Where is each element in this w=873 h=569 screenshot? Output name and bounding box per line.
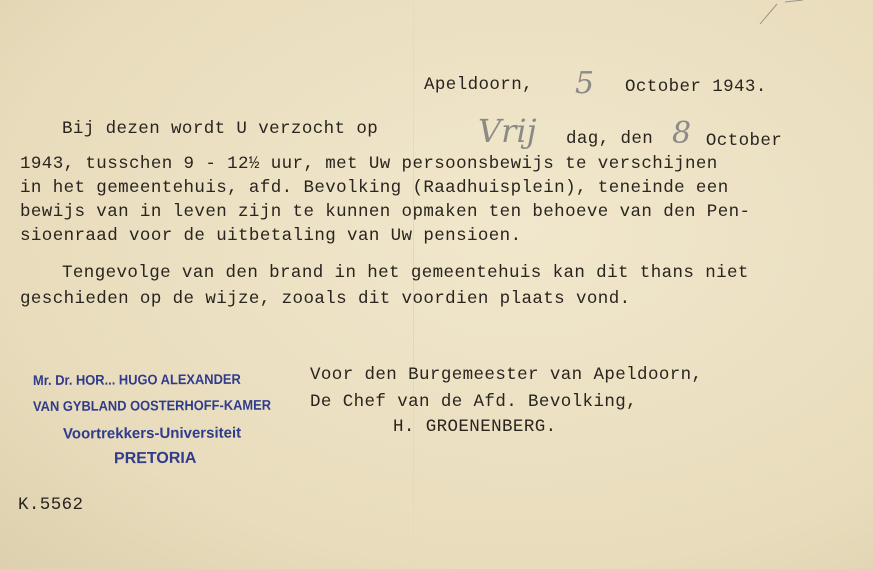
body-line-2: 1943, tusschen 9 - 12½ uur, met Uw persoonsbewijs te verschijnen [20,154,718,174]
date-month-year: October 1943. [625,77,767,97]
date-place: Apeldoorn, [424,75,534,95]
paragraph-2-line-1: Tengevolge van den brand in het gemeentehuis kan dit thans niet [62,263,749,283]
body-line-4: bewijs van in leven zijn te kunnen opmaken ten behoeve van den Pen- [20,202,751,222]
day-number-handwritten: 8 [672,116,692,151]
reference-number: K.5562 [18,495,84,515]
body-line-1-post: October [695,131,783,151]
body-line-1-pre: Bij dezen wordt U verzocht op [62,119,390,139]
body-line-3: in het gemeentehuis, afd. Bevolking (Raadhuisplein), teneinde een [20,178,729,198]
body-line-1-mid: dag, den [566,129,665,149]
paragraph-2-line-2: geschieden op de wijze, zooals dit voordien plaats vond. [20,289,631,309]
pencil-mark [755,0,815,30]
signature-line-2: De Chef van de Afd. Bevolking, [310,392,638,412]
stamp-line-2: VAN GYBLAND OOSTERHOFF-KAMER [32,396,272,414]
paper-fold [413,0,414,569]
stamp-line-3: Voortrekkers-Universiteit [62,424,242,443]
weekday-handwritten: Vrij [478,112,537,150]
date-day-handwritten: 5 [575,66,595,101]
stamp-line-1: Mr. Dr. HOR... HUGO ALEXANDER [32,370,241,388]
body-line-5: sioenraad voor de uitbetaling van Uw pensioen. [20,226,522,246]
signature-line-1: Voor den Burgemeester van Apeldoorn, [310,365,703,385]
signature-name: H. GROENENBERG. [393,417,557,437]
stamp-line-4: PRETORIA [113,449,197,468]
